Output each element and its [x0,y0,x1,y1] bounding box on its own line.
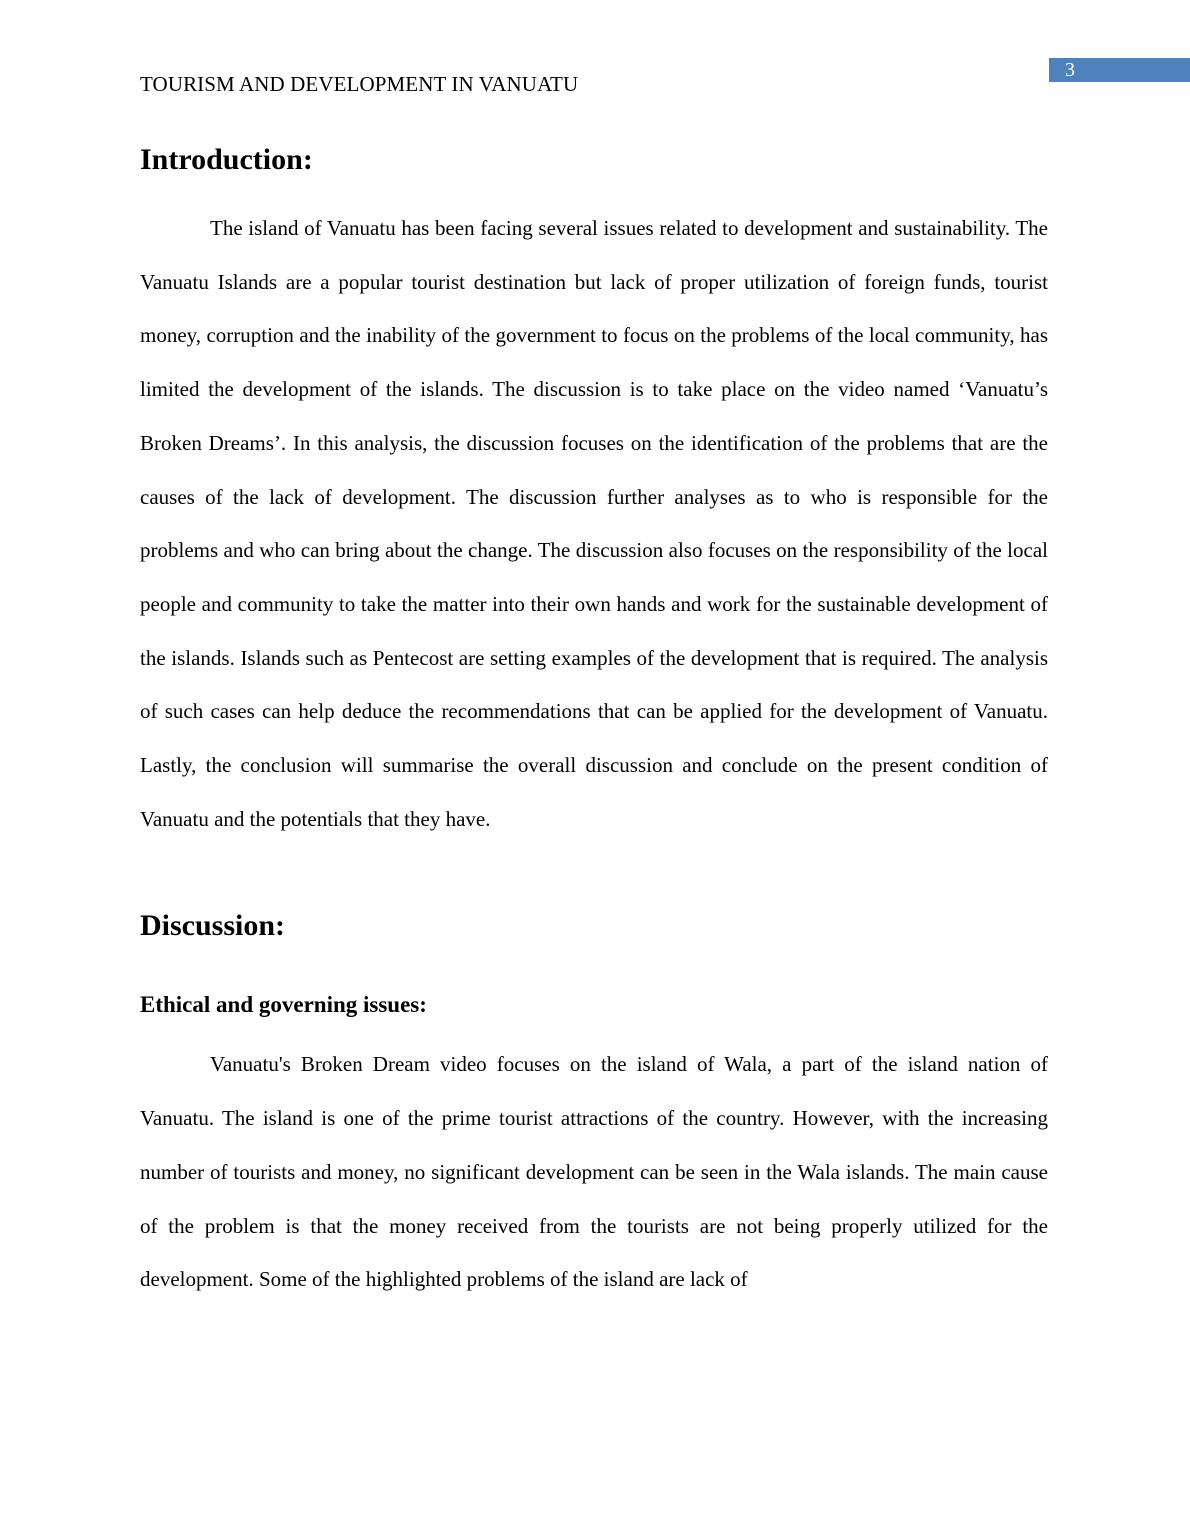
ethical-governing-issues-paragraph: Vanuatu's Broken Dream video focuses on the island of Wala, a part of the island nation of Vanuatu. The island is one of the prime tourist attractions of the country. However, with the increasing number of tourists and money, no significant development can be seen in the Wala islands. The main cause of the problem is that the money received from the tourists are not being properly utilized for the development. Some of the highlighted problems of the island are lack of [140,1052,1048,1292]
document-body [140,138,1048,1307]
introduction-heading: Introduction: [140,143,313,176]
introduction-paragraph: The island of Vanuatu has been facing several issues related to development and sustainability. The Vanuatu Islands are a popular tourist destination but lack of proper utilization of foreign funds, tourist money, corruption and the inability of the government to focus on the problems of the local community, has limited the development of the islands. The discussion is to take place on the video named ‘Vanuatu’s Broken Dreams’. In this analysis, the discussion focuses on the identification of the problems that are the causes of the lack of development. The discussion further analyses as to who is responsible for the problems and who can bring about the change. The discussion also focuses on the responsibility of the local people and community to take the matter into their own hands and work for the sustainable development of the islands. Islands such as Pentecost are setting examples of the development that is required. The analysis of such cases can help deduce the recommendations that can be applied for the development of Vanuatu. Lastly, the conclusion will summarise the overall discussion and conclude on the present condition of Vanuatu and the potentials that they have. [140,216,1048,831]
page-number-badge: 3 [1049,58,1190,82]
running-head: TOURISM AND DEVELOPMENT IN VANUATU [140,72,579,96]
ethical-governing-issues-heading: Ethical and governing issues: [140,992,427,1018]
discussion-heading: Discussion: [140,909,286,943]
